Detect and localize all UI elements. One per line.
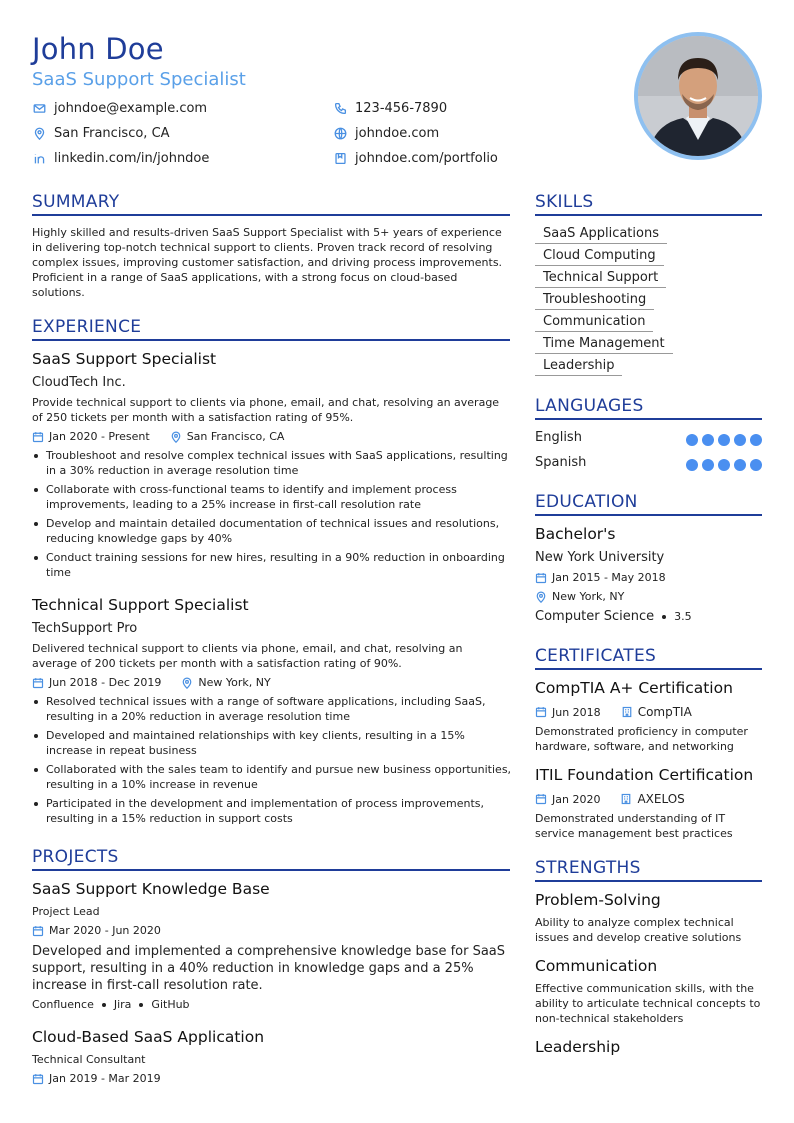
certificate-date: Jan 2020	[552, 792, 601, 806]
project-dates: Jan 2019 - Mar 2019	[49, 1072, 161, 1085]
level-dot	[702, 459, 714, 471]
email-icon	[32, 102, 46, 116]
tool-tag: Confluence	[32, 998, 94, 1011]
certificate-meta	[535, 705, 692, 719]
list-item: Developed and maintained relationships with key clients, resulting in a 15% increase in repeat business	[32, 728, 514, 758]
project-role: Project Lead	[32, 905, 100, 918]
level-dot	[686, 459, 698, 471]
experience-heading: EXPERIENCE	[32, 317, 510, 341]
location-pin-icon	[535, 591, 547, 603]
level-dot	[718, 434, 730, 446]
list-item: Participated in the development and implementation of process improvements, resulting in a 15% reduction in support costs	[32, 796, 514, 826]
list-item: Collaborate with cross-functional teams to identify and implement process improvements, leading to a 25% increase in first-call resolution rate	[32, 482, 514, 512]
list-item: Develop and maintain detailed documentation of technical issues and resolutions, reducing knowledge gaps by 40%	[32, 516, 514, 546]
email-text: johndoe@example.com	[54, 101, 208, 116]
phone-text: 123-456-7890	[355, 101, 448, 116]
summary-text: Highly skilled and results-driven SaaS Support Specialist with 5+ years of experience in delivering top-notch technical support to clients. Proven track record of resolving complex issues, improving customer satisfaction, and driving process improvements. Proficient in a range of SaaS applications, with a strong focus on cloud-based solutions.	[32, 226, 503, 299]
level-dot	[734, 434, 746, 446]
gpa: 3.5	[674, 610, 692, 623]
list-item: Troubleshoot and resolve complex technical issues with SaaS applications, resulting in a 30% reduction in average resolution time	[32, 448, 514, 478]
contact-website[interactable]	[333, 126, 439, 141]
project-meta	[32, 924, 161, 937]
job-bullets	[32, 694, 514, 830]
calendar-icon	[535, 793, 547, 805]
project-meta	[32, 1072, 161, 1085]
education-field	[535, 609, 692, 624]
education-location-text: New York, NY	[552, 590, 625, 603]
certificate-description: Demonstrated proficiency in computer hardware, software, and networking	[535, 725, 748, 753]
list-item: Conduct training sessions for new hires, resulting in a 90% reduction in onboarding time	[32, 550, 514, 580]
language-level-dots	[686, 459, 762, 471]
location-pin-icon	[181, 677, 193, 689]
skill-tag: Communication	[535, 314, 653, 332]
certificate-name: CompTIA A+ Certification	[535, 679, 733, 697]
field-of-study: Computer Science	[535, 609, 655, 624]
language-name: English	[535, 430, 582, 445]
level-dot	[686, 434, 698, 446]
certificate-description: Demonstrated understanding of IT service management best practices	[535, 812, 733, 840]
strength-name: Communication	[535, 957, 658, 975]
calendar-icon	[535, 572, 547, 584]
contact-location	[32, 126, 170, 141]
linkedin-icon	[32, 152, 46, 166]
job-description: Delivered technical support to clients via phone, email, and chat, resolving an average of 200 tickets per month with a satisfaction rating of 90%.	[32, 642, 463, 670]
contact-phone[interactable]	[333, 101, 447, 116]
skill-tag: Troubleshooting	[535, 292, 654, 310]
job-bullets	[32, 448, 514, 584]
education-heading: EDUCATION	[535, 492, 762, 516]
job-description: Provide technical support to clients via phone, email, and chat, resolving an average of 250 tickets per month with a satisfaction rating of 95%.	[32, 396, 500, 424]
level-dot	[750, 434, 762, 446]
strengths-heading: STRENGTHS	[535, 858, 762, 882]
location-text: San Francisco, CA	[54, 126, 170, 141]
skill-tag: Leadership	[535, 358, 622, 376]
profile-photo-image	[638, 36, 758, 156]
skill-tag: Technical Support	[535, 270, 666, 288]
project-role: Technical Consultant	[32, 1053, 146, 1066]
tool-tag: GitHub	[151, 998, 190, 1011]
location-pin-icon	[32, 127, 46, 141]
certificate-date: Jun 2018	[552, 705, 601, 719]
projects-heading: PROJECTS	[32, 847, 510, 871]
tool-tag: Jira	[113, 998, 132, 1011]
calendar-icon	[32, 925, 44, 937]
globe-icon	[333, 127, 347, 141]
level-dot	[718, 459, 730, 471]
job-meta	[32, 676, 271, 689]
certificates-heading: CERTIFICATES	[535, 646, 762, 670]
job-company: TechSupport Pro	[32, 621, 138, 636]
candidate-name: John Doe	[32, 32, 164, 66]
portfolio-icon	[333, 152, 347, 166]
contact-portfolio[interactable]	[333, 151, 498, 166]
languages-heading: LANGUAGES	[535, 396, 762, 420]
certificate-issuer: CompTIA	[637, 705, 692, 719]
candidate-title: SaaS Support Specialist	[32, 69, 246, 90]
project-tools	[32, 997, 190, 1012]
level-dot	[750, 459, 762, 471]
list-item: Resolved technical issues with a range of software applications, including SaaS, resulting in a 20% reduction in average resolution time	[32, 694, 514, 724]
job-location: New York, NY	[198, 676, 271, 689]
job-meta	[32, 430, 284, 443]
phone-icon	[333, 102, 347, 116]
project-description: Developed and implemented a comprehensive knowledge base for SaaS support, resulting in a 40% reduction in knowledge gaps and a 25% increase in first-call resolution rate.	[32, 944, 506, 993]
linkedin-text: linkedin.com/in/johndoe	[54, 151, 210, 166]
portfolio-text: johndoe.com/portfolio	[355, 151, 498, 166]
job-dates: Jan 2020 - Present	[49, 430, 150, 443]
language-name: Spanish	[535, 455, 587, 470]
education-dates	[535, 571, 666, 584]
degree: Bachelor's	[535, 525, 616, 543]
level-dot	[734, 459, 746, 471]
strength-name: Problem-Solving	[535, 891, 661, 909]
job-location: San Francisco, CA	[186, 430, 285, 443]
calendar-icon	[32, 677, 44, 689]
calendar-icon	[32, 1073, 44, 1085]
job-role: Technical Support Specialist	[32, 596, 249, 614]
job-company: CloudTech Inc.	[32, 375, 126, 390]
school: New York University	[535, 550, 665, 565]
project-dates: Mar 2020 - Jun 2020	[49, 924, 161, 937]
certificate-issuer: AXELOS	[637, 792, 685, 806]
certificate-meta	[535, 792, 685, 806]
website-text: johndoe.com	[355, 126, 440, 141]
contact-linkedin[interactable]	[32, 151, 209, 166]
skill-tag: SaaS Applications	[535, 226, 667, 244]
calendar-icon	[32, 431, 44, 443]
profile-photo	[634, 32, 762, 160]
location-pin-icon	[170, 431, 182, 443]
building-icon	[620, 793, 632, 805]
summary-heading: SUMMARY	[32, 192, 510, 216]
level-dot	[702, 434, 714, 446]
strength-description: Ability to analyze complex technical issues and develop creative solutions	[535, 916, 742, 944]
certificate-name: ITIL Foundation Certification	[535, 766, 754, 784]
education-location	[535, 590, 624, 603]
education-dates-text: Jan 2015 - May 2018	[552, 571, 666, 584]
job-role: SaaS Support Specialist	[32, 350, 217, 368]
skill-tag: Time Management	[535, 336, 673, 354]
list-item: Collaborated with the sales team to identify and pursue new business opportunities, resulting in a 10% increase in revenue	[32, 762, 514, 792]
contact-email[interactable]	[32, 101, 207, 116]
calendar-icon	[535, 706, 547, 718]
job-dates: Jun 2018 - Dec 2019	[49, 676, 162, 689]
building-icon	[621, 706, 633, 718]
project-name: Cloud-Based SaaS Application	[32, 1028, 265, 1046]
project-name: SaaS Support Knowledge Base	[32, 880, 270, 898]
skills-heading: SKILLS	[535, 192, 762, 216]
skill-tag: Cloud Computing	[535, 248, 664, 266]
strength-name: Leadership	[535, 1038, 621, 1056]
language-level-dots	[686, 434, 762, 446]
strength-description: Effective communication skills, with the ability to articulate technical concepts to non-technical stakeholders	[535, 982, 761, 1025]
